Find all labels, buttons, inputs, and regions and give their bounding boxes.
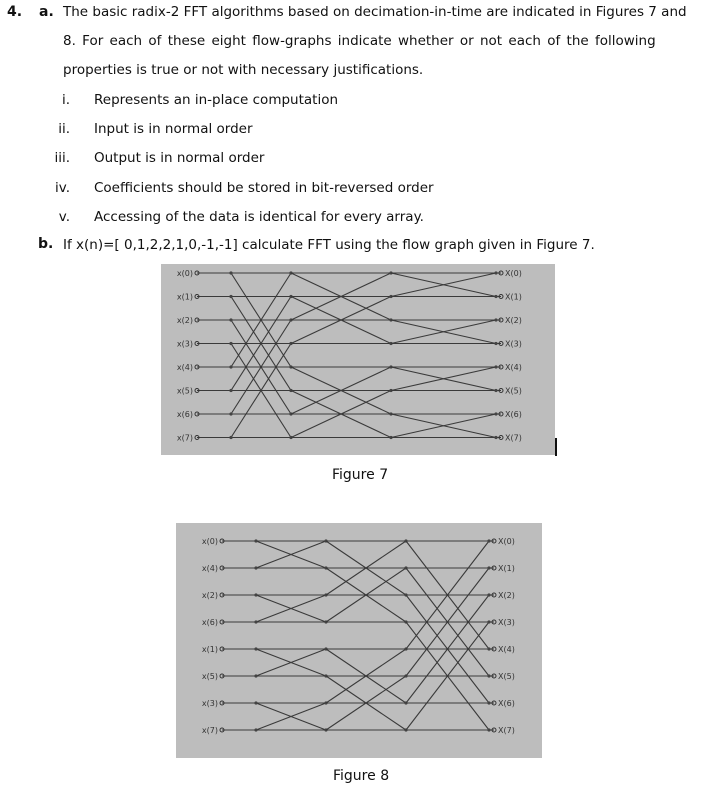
junction-node [229,389,232,392]
input-label: x(1) [201,645,218,654]
item-numeral: iii. [54,150,70,166]
junction-node [487,647,490,650]
item-text: Represents an in-place computation [94,92,339,108]
output-label: X(4) [498,645,515,654]
junction-node [487,620,490,623]
junction-node [229,365,232,368]
input-label: x(0) [201,537,218,546]
output-label: X(3) [498,618,515,627]
junction-node [494,436,497,439]
input-label: x(5) [176,386,193,396]
junction-node [229,271,232,274]
cursor-bar [555,438,557,456]
item-text: Accessing of the data is identical for every array. [94,209,424,225]
part-b-text: If x(n)=[ 0,1,2,2,1,0,-1,-1] calculate FFT using the flow graph given in Figure 7. [63,237,595,253]
junction-node [229,318,232,321]
junction-node [254,701,257,704]
output-label: X(2) [505,316,522,325]
item-numeral: v. [58,209,70,225]
junction-node [487,593,490,596]
item-numeral: i. [61,92,70,108]
output-label: X(5) [505,386,522,396]
output-label: X(0) [505,269,522,278]
output-label: X(2) [498,591,515,600]
part-a-line-1: The basic radix-2 FFT algorithms based on decimation-in-time are indicated in Figures 7 and [63,4,687,20]
part-a-label: a. [39,4,54,20]
input-label: x(4) [176,363,193,372]
item-text: Coefficients should be stored in bit-reversed order [94,180,434,196]
item-numeral: iv. [55,180,70,196]
input-label: x(7) [201,726,218,735]
junction-node [254,674,257,677]
output-label: X(1) [498,564,515,573]
junction-node [494,295,497,298]
part-a-line-3: properties is true or not with necessary justifications. [63,62,424,78]
part-a-line-2: 8. For each of these eight flow-graphs indicate whether or not each of the following [63,33,656,49]
figure-7-flow-graph [161,264,555,455]
junction-node [254,620,257,623]
input-label: x(7) [176,433,193,443]
junction-node [494,365,497,368]
figure-7-caption: Figure 7 [332,467,389,483]
input-label: x(4) [201,564,218,573]
item-text: Input is in normal order [94,121,253,137]
figure-8-svg [176,523,542,758]
output-label: X(6) [498,699,515,708]
junction-node [494,271,497,274]
input-label: x(1) [176,292,193,302]
junction-node [229,295,232,298]
question-number: 4. [7,4,23,20]
input-label: x(2) [176,316,193,325]
output-label: X(1) [505,292,522,302]
junction-node [494,389,497,392]
junction-node [487,674,490,677]
junction-node [254,593,257,596]
figure-8-flow-graph [176,523,542,758]
junction-node [229,436,232,439]
input-label: x(2) [201,591,218,600]
junction-node [254,539,257,542]
item-numeral: ii. [58,121,70,137]
junction-node [494,318,497,321]
junction-node [487,566,490,569]
input-label: x(6) [201,618,218,627]
output-label: X(5) [498,672,515,681]
input-label: x(3) [176,339,193,349]
output-label: X(0) [498,537,515,546]
input-label: x(6) [176,410,193,419]
output-label: X(4) [505,363,522,372]
input-label: x(5) [201,672,218,681]
part-b-label: b. [38,236,54,252]
output-label: X(7) [505,433,522,443]
junction-node [494,342,497,345]
output-label: X(6) [505,410,522,419]
figure-7-svg [161,264,555,455]
junction-node [229,412,232,415]
junction-node [229,342,232,345]
junction-node [254,647,257,650]
output-label: X(7) [498,726,515,735]
input-label: x(3) [201,699,218,708]
output-label: X(3) [505,339,522,349]
junction-node [487,728,490,731]
junction-node [487,701,490,704]
item-text: Output is in normal order [94,150,265,166]
junction-node [487,539,490,542]
junction-node [494,412,497,415]
input-label: x(0) [176,269,193,278]
junction-node [254,728,257,731]
figure-8-caption: Figure 8 [333,768,390,784]
junction-node [254,566,257,569]
